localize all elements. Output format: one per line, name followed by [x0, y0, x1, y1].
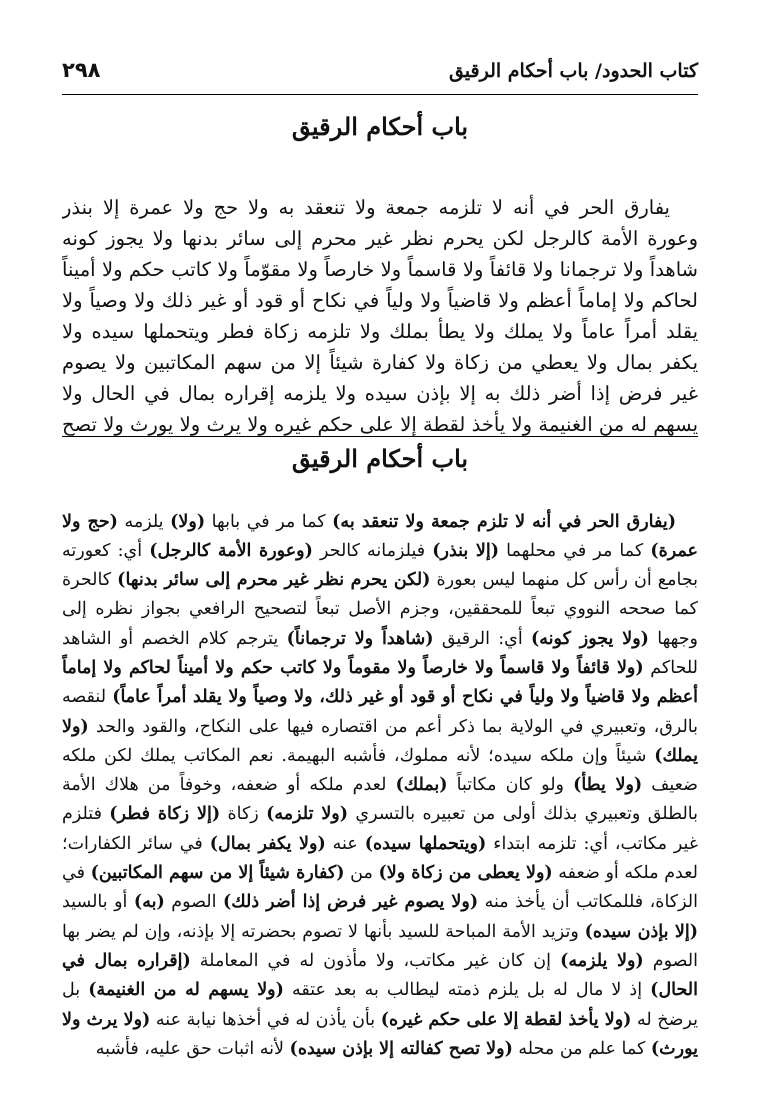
matn-quote: (إقراره بمال في الحال)	[62, 950, 698, 1001]
matn-quote: (بملك)	[395, 775, 448, 796]
commentary-text: كما مر في بابها	[205, 511, 333, 532]
commentary-text: في الزكاة، فللمكاتب أن يأخذ منه	[62, 863, 698, 913]
matn-quote: (ولا تلزمه)	[266, 804, 349, 825]
matn-quote: (شاهداً ولا ترجماناً)	[286, 628, 434, 649]
matn-quote: (به)	[133, 892, 165, 913]
matn-quote: (ولا يجوز كونه)	[531, 628, 649, 649]
commentary-text: إن كان غير مكاتب، ولا مأذون له في المعاملة	[190, 950, 561, 971]
commentary-text: كالحرة كما صححه النووي تبعاً للمحققين، وجزم الأصل تبعاً لتصحيح الرافعي بجواز نظره إلى وجهها	[62, 570, 698, 649]
matn-quote: (ولا يملك)	[62, 716, 698, 766]
commentary-text: بأن يأذن له في أخذها نيابة عنه	[150, 1009, 381, 1030]
commentary-text: أي: الرقيق	[433, 628, 531, 649]
commentary-text: كما علم من محله	[512, 1038, 651, 1059]
matn-quote: (لكن يحرم نظر غير محرم إلى سائر بدنها)	[117, 570, 431, 591]
matn-quote: (ويتحملها سيده)	[364, 833, 487, 854]
commentary-text: وتزيد الأمة المباحة للسيد بأنها لا تصوم بحضرته إلا بإذنه، وإن لم يضر بها الصوم	[62, 921, 698, 971]
matn-quote: (ولا يأخذ لقطة إلا على حكم غيره)	[380, 1009, 632, 1030]
commentary-text: الصوم	[164, 892, 223, 913]
matn-quote: (إلا زكاة فطر)	[109, 804, 221, 825]
commentary-text: عنه	[325, 833, 365, 854]
commentary-text: كما مر في محلهما	[499, 540, 651, 561]
matn-quote: (يفارق الحر في أنه لا تلزم جمعة ولا تنعقد به)	[332, 511, 677, 532]
commentary-text: أو بالسيد	[62, 892, 134, 913]
matn-quote: (ولا تصح كفالته إلا بإذن سيده)	[289, 1038, 513, 1059]
matn-quote: (ولا يسهم له من الغنيمة)	[88, 980, 284, 1001]
matn-quote: (ولا قائفاً ولا قاسماً ولا خارصاً ولا مقوماً ولا كاتب حكم ولا أميناً لحاكم ولا إماماً أعظم ولا قاضياً ولا ولياً في نكاح أو قود أو غير ذلك، ولا وصياً ولا يقلد أمراً عاماً)	[62, 657, 698, 708]
commentary-text: في سائر الكفارات؛ لعدم ملكه أو ضعفه	[62, 833, 698, 884]
commentary-text: لنقصه بالرق، وتعبيري في الولاية بما ذكر أعم من اقتصاره فيها على النكاح، والقود والحد	[62, 687, 698, 737]
matn-quote: (حج ولا عمرة)	[62, 511, 698, 561]
matn-text: يفارق الحر في أنه لا تلزمه جمعة ولا تنعقد به ولا حج ولا عمرة إلا بنذر وعورة الأمة كالرجل لكن يحرم نظر غير محرم إلى سائر بدنها ولا يجوز كونه شاهداً ولا ترجمانا ولا قائفاً ولا قاسماً ولا خارصاً ولا مقوّماً ولا كاتب حكم ولا أميناً لحاكم ولا إماماً أعظم ولا قاضياً ولا ولياً في نكاح أو قود أو غير ذلك ولا وصياً ولا يقلد أمراً عاماً ولا يملك ولا يطأ بملك ولا تلزمه زكاة فطر ويتحملها سيده ولا يكفر بمال ولا يعطي من زكاة ولا كفارة شيئاً إلا من سهم المكاتبين ولا يصوم غير فرض إذا أضر ذلك به إلا بإذن سيده ولا يلزمه إقراره بمال في الحال ولا يسهم له من الغنيمة ولا يأخذ لقطة إلا على حكم غيره ولا يرث ولا يورث ولا تصح	[62, 195, 698, 436]
sharh-heading: باب أحكام الرقيق	[291, 444, 469, 473]
page-number: ٢٩٨	[62, 58, 101, 82]
commentary-text: ولو كان مكاتباً	[447, 775, 574, 796]
commentary-text: زكاة	[220, 804, 267, 825]
matn-quote: (ولا يطأ)	[573, 775, 643, 796]
commentary-text: شيئاً وإن ملكه سيده؛ لأنه مملوك، فأشبه البهيمة. نعم المكاتب يملك لكن ملكه ضعيف	[62, 745, 698, 796]
commentary-text: بل يرضخ له	[62, 980, 698, 1030]
commentary-text: أي: كعورته بجامع أن رأس كل منهما ليس بعورة	[62, 540, 698, 591]
commentary-text: يترجم كلام الخصم أو الشاهد للحاكم	[62, 628, 698, 678]
matn-quote: (ولا يكفر بمال)	[209, 833, 326, 854]
commentary-text: من	[344, 863, 379, 884]
matn-quote: (ولا يرث ولا يورث)	[62, 1009, 698, 1059]
commentary-text: فيلزمانه كالحر	[312, 540, 433, 561]
commentary-text: لأنه اثبات حق عليه، فأشبه	[95, 1038, 290, 1059]
commentary-text: إذ لا مال له بل يلزم ذمته ليطالب به بعد عتقه	[283, 980, 651, 1001]
page-header	[62, 58, 698, 95]
matn-quote: (كفارة شيئاً إلا من سهم المكاتبين)	[90, 863, 345, 884]
matn-sharh-divider	[62, 436, 698, 437]
commentary-text: فتلزم غير مكاتب، أي: تلزمه ابتداء	[62, 804, 698, 854]
matn-quote: (وعورة الأمة كالرجل)	[149, 540, 313, 561]
sharh-text	[62, 508, 698, 1093]
commentary-text: لعدم ملكه أو ضعفه، وخوفاً من هلاك الأمة بالطلق وتعبيري بذلك أولى من تعبيره بالتسري	[62, 775, 698, 825]
matn-quote: (ولا يلزمه)	[560, 950, 644, 971]
matn-quote: (إلا بنذر)	[432, 540, 500, 561]
matn-heading: باب أحكام الرقيق	[291, 112, 469, 141]
matn-quote: (ولا يصوم غير فرض إذا أضر ذلك)	[223, 892, 479, 913]
matn-quote: (ولا يعطى من زكاة ولا)	[378, 863, 553, 884]
commentary-text: يلزمه	[117, 511, 171, 532]
matn-quote: (ولا)	[170, 511, 206, 532]
running-title: كتاب الحدود/ باب أحكام الرقيق	[448, 60, 698, 82]
matn-quote: (إلا بإذن سيده)	[584, 921, 698, 942]
